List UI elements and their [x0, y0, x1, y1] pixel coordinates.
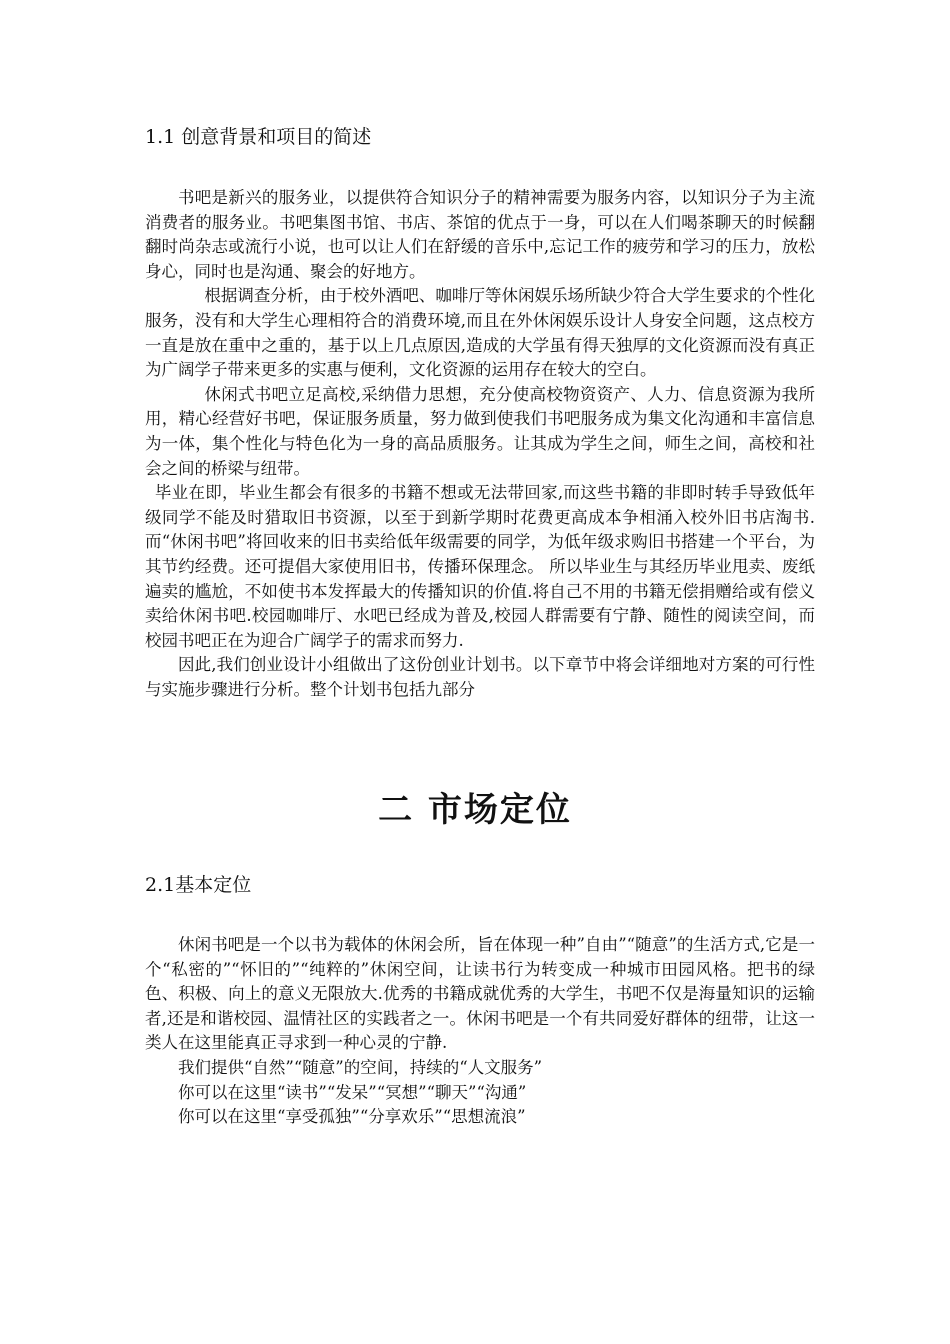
tagline: 你可以在这里“享受孤独”“分享欢乐”“思想流浪” [178, 1107, 526, 1127]
paragraph: 休闲书吧是一个以书为载体的休闲会所，旨在体现一种”自由”“随意”的生活方式,它是一个“私密的”“怀旧的”“纯粹的”休闲空间，让读书行为转变成一种城市田园风格。把书的绿色、积极、向上的意义无限放大.优秀的书籍成就优秀的大学生，书吧不仅是海量知识的运输者,还是和谐校园、温情社区的实践者之一。休闲书吧是一个有共同爱好群体的纽带，让这一类人在这里能真正寻求到一种心灵的宁静. [145, 935, 815, 1053]
section-1-1-body [145, 186, 815, 702]
paragraph: 因此,我们创业设计小组做出了这份创业计划书。以下章节中将会详细地对方案的可行性与实施步骤进行分析。整个计划书包括九部分 [145, 655, 815, 699]
paragraph: 毕业在即，毕业生都会有很多的书籍不想或无法带回家,而这些书籍的非即时转手导致低年级同学不能及时猎取旧书资源，以至于到新学期时花费更高成本争相涌入校外旧书店淘书. 而“休闲书吧”将回收来的旧书卖给低年级需要的同学，为低年级求购旧书搭建一个平台，为其节约经费。还可提倡大家使用旧书，传播环保理念。 所以毕业生与其经历毕业甩卖、废纸遍卖的尴尬，不如使书本发挥最大的传播知识的价值.将自己不用的书籍无偿捐赠给或有偿义卖给休闲书吧.校园咖啡厅、水吧已经成为普及,校园人群需要有宁静、随性的阅读空间，而校园书吧正在为迎合广阔学子的需求而努力. [145, 483, 815, 650]
tagline: 你可以在这里“读书”“发呆”“冥想”“聊天”“沟通” [178, 1082, 527, 1102]
paragraph: 书吧是新兴的服务业，以提供符合知识分子的精神需要为服务内容，以知识分子为主流消费者的服务业。书吧集图书馆、书店、茶馆的优点于一身，可以在人们喝茶聊天的时候翻翻时尚杂志或流行小说，也可以让人们在舒缓的音乐中,忘记工作的疲劳和学习的压力，放松身心，同时也是沟通、聚会的好地方。 [145, 188, 815, 281]
chapter-title: 二 市场定位 [378, 790, 572, 830]
tagline: 我们提供“自然”“随意”的空间，持续的“人文服务” [178, 1057, 543, 1077]
section-2-1-body [145, 933, 815, 1130]
paragraph: 休闲式书吧立足高校,采纳借力思想，充分使高校物资资产、人力、信息资源为我所用，精心经营好书吧，保证服务质量，努力做到使我们书吧服务成为集文化沟通和丰富信息为一体，集个性化与特色化为一身的高品质服务。让其成为学生之间，师生之间，高校和社会之间的桥梁与纽带。 [145, 384, 815, 478]
paragraph: 根据调查分析，由于校外酒吧、咖啡厅等休闲娱乐场所缺少符合大学生要求的个性化服务，没有和大学生心理相符合的消费环境,而且在外休闲娱乐设计人身安全问题，这点校方一直是放在重中之重的，基于以上几点原因,造成的大学虽有得天独厚的文化资源而没有真正为广阔学子带来更多的实惠与便利，文化资源的运用存在较大的空白。 [145, 286, 815, 380]
section-heading-2-1: 2.1基本定位 [145, 874, 252, 896]
section-heading-1-1: 1.1 创意背景和项目的简述 [145, 126, 372, 148]
